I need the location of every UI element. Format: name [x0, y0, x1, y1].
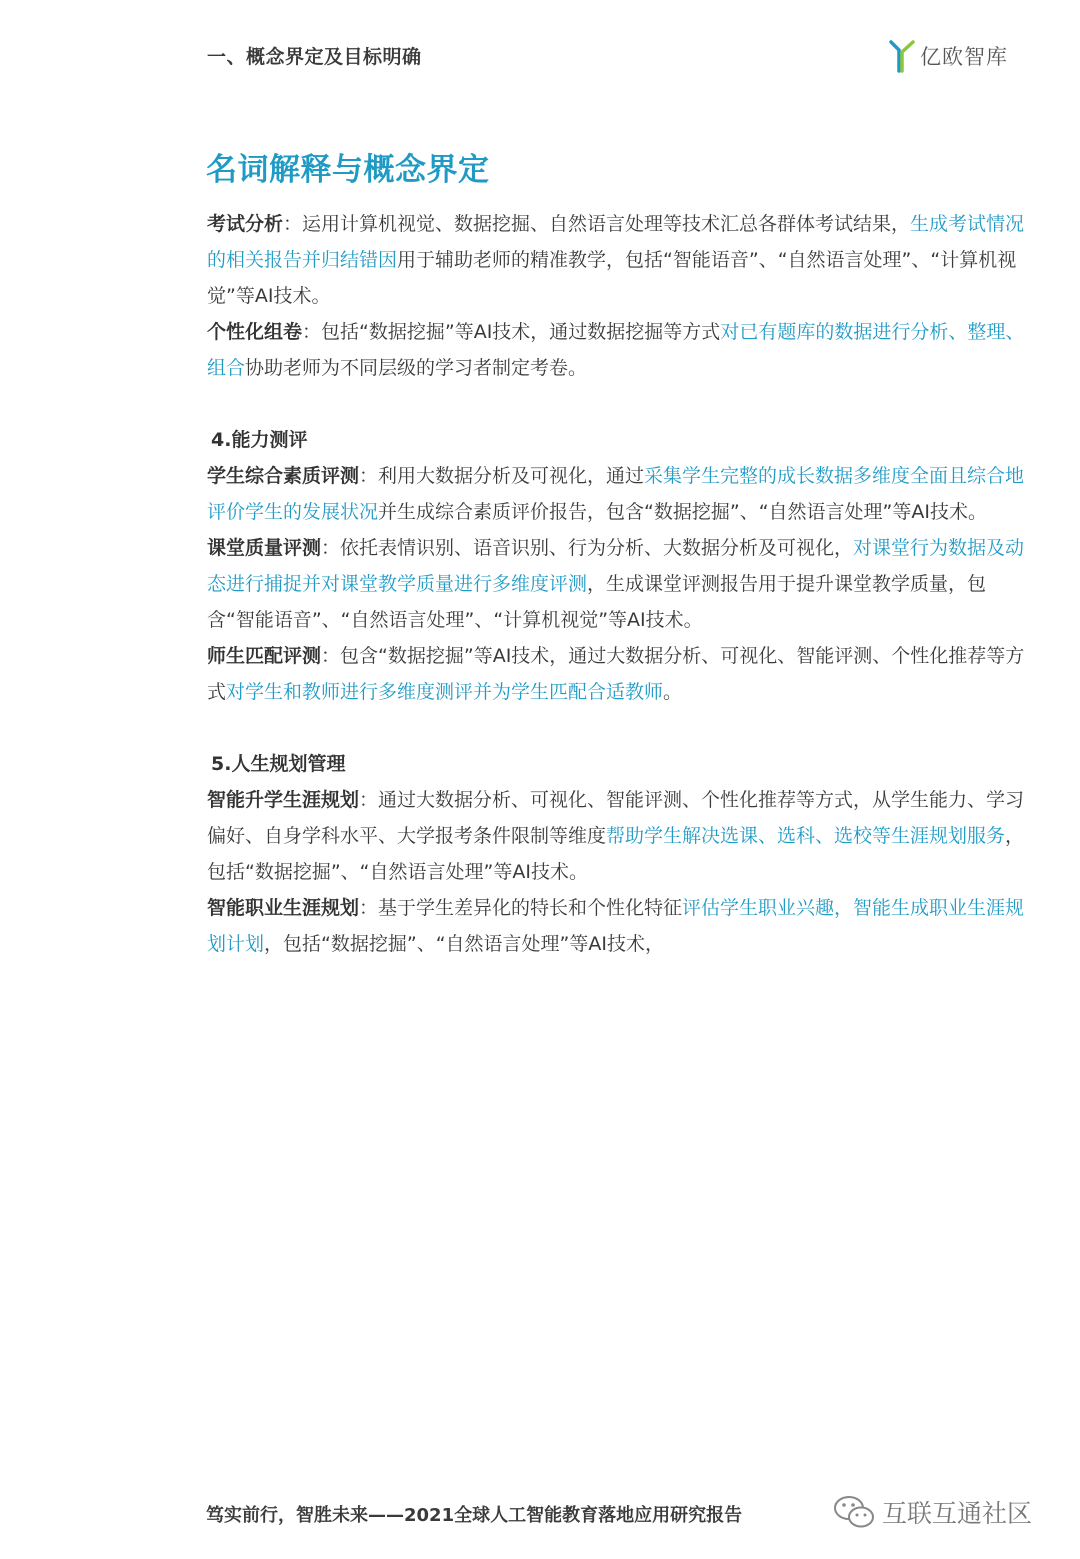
- definition-term: 智能升学生涯规划: [207, 789, 360, 811]
- page-heading: 名词解释与概念界定: [206, 152, 490, 188]
- definition-text: ：运用计算机视觉、数据挖掘、自然语言处理等技术汇总各群体考试结果，: [283, 213, 911, 235]
- highlighted-text: 评估学生职业兴趣，智能生成职业生涯规划计划: [207, 897, 1025, 955]
- definition-text: ，包括“数据挖掘”、“自然语言处理”等AI技术，: [264, 933, 664, 955]
- highlighted-text: 对学生和教师进行多维度测评并为学生匹配合适教师: [226, 681, 664, 703]
- definition-term: 师生匹配评测: [207, 645, 322, 667]
- definition-paragraph: [207, 890, 1027, 962]
- brand-name: 亿欧智库: [920, 45, 1008, 69]
- definition-text: 用于辅助老师的精准教学，包括“智能语音”、“自然语言处理”、“计算机视觉”等AI技术。: [207, 249, 1017, 307]
- definition-text: ：包括“数据挖掘”等AI技术，通过数据挖掘等方式: [302, 321, 721, 343]
- footer-text: 笃实前行，智胜未来——2021全球人工智能教育落地应用研究报告: [206, 1505, 743, 1526]
- highlighted-text: 对已有题库的数据进行分析、整理、组合: [207, 321, 1025, 379]
- yiou-logo-icon: [888, 38, 916, 74]
- highlighted-text: 对课堂行为数据及动态进行捕捉并对课堂教学质量进行多维度评测: [207, 537, 1025, 595]
- highlighted-text: 生成考试情况的相关报告并归结错因: [207, 213, 1025, 271]
- definition-paragraph: [207, 206, 1027, 314]
- definition-paragraph: [207, 782, 1027, 890]
- section-4-paragraphs: [207, 458, 1027, 710]
- definition-text: 协助老师为不同层级的学习者制定考卷。: [245, 357, 588, 379]
- definition-text: 并生成综合素质评价报告，包含“数据挖掘”、“自然语言处理”等AI技术。: [378, 501, 987, 523]
- definition-text: ：依托表情识别、语音识别、行为分析、大数据分析及可视化，: [321, 537, 854, 559]
- definition-paragraph: [207, 638, 1027, 710]
- definition-term: 课堂质量评测: [207, 537, 322, 559]
- brand: [888, 38, 1008, 74]
- definition-text: ，包括“数据挖掘”、“自然语言处理”等AI技术。: [207, 825, 1025, 883]
- definition-text: ，生成课堂评测报告用于提升课堂教学质量，包含“智能语音”、“自然语言处理”、“计算机视觉”等AI技术。: [207, 573, 987, 631]
- watermark: [832, 1492, 1032, 1532]
- definition-paragraph: [207, 530, 1027, 638]
- watermark-text: 互联互通社区: [882, 1499, 1033, 1528]
- section-5-heading: 5.人生规划管理: [211, 753, 346, 775]
- definition-paragraph: [207, 458, 1027, 530]
- definition-text: ：基于学生差异化的特长和个性化特征: [359, 897, 683, 919]
- highlighted-text: 采集学生完整的成长数据多维度全面且综合地评价学生的发展状况: [207, 465, 1025, 523]
- definition-text: ：利用大数据分析及可视化，通过: [359, 465, 645, 487]
- content-body: [207, 206, 1027, 962]
- header-title: 一、概念界定及目标明确: [207, 46, 422, 68]
- definition-term: 个性化组卷: [207, 321, 303, 343]
- wechat-icon: [832, 1492, 876, 1532]
- definition-text: ：包含“数据挖掘”等AI技术，通过大数据分析、可视化、智能评测、个性化推荐等方式: [207, 645, 1025, 703]
- section-5-paragraphs: [207, 782, 1027, 962]
- definition-text: 。: [663, 681, 683, 703]
- highlighted-text: 帮助学生解决选课、选科、选校等生涯规划服务: [606, 825, 1006, 847]
- definition-paragraph: [207, 314, 1027, 386]
- section-4-heading: 4.能力测评: [211, 429, 308, 451]
- definition-text: ：通过大数据分析、可视化、智能评测、个性化推荐等方式，从学生能力、学习偏好、自身学科水平、大学报考条件限制等维度: [207, 789, 1025, 847]
- definition-term: 考试分析: [207, 213, 284, 235]
- intro-paragraphs: [207, 206, 1027, 386]
- definition-term: 学生综合素质评测: [207, 465, 360, 487]
- definition-term: 智能职业生涯规划: [207, 897, 360, 919]
